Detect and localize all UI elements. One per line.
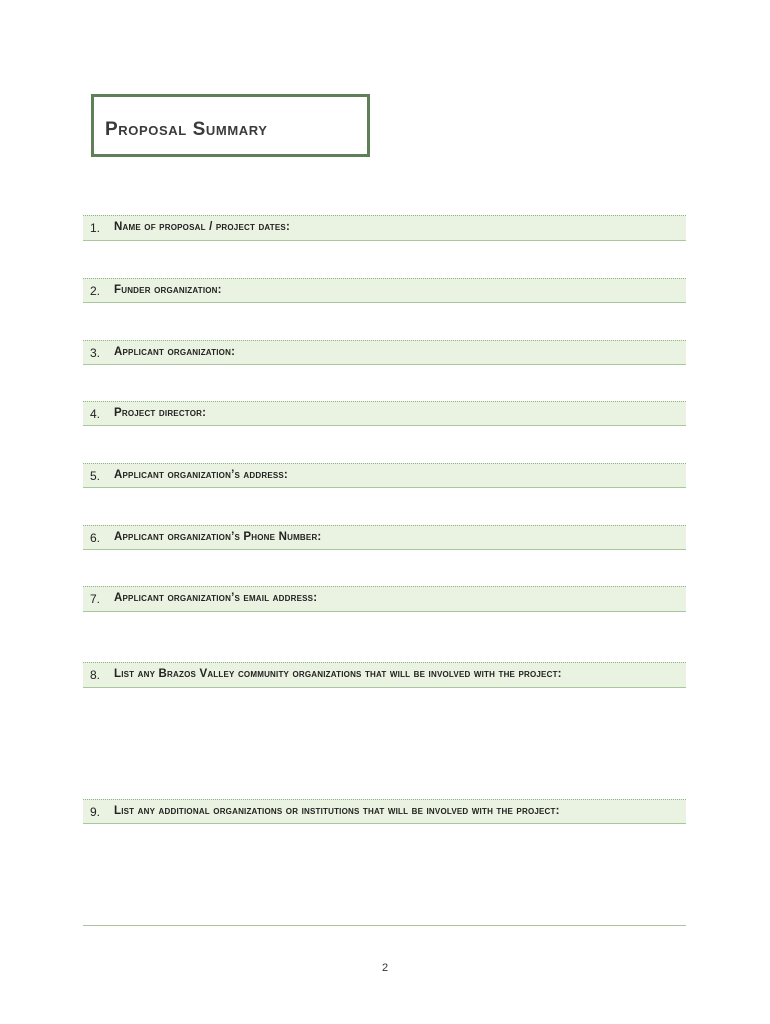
field-row-5[interactable] — [83, 463, 686, 488]
field-row-8[interactable] — [83, 662, 686, 688]
field-number: 8. — [90, 668, 101, 682]
field-number: 4. — [90, 407, 101, 421]
field-label-additional-orgs: List any additional organizations or institutions that will be involved with the project: — [114, 805, 560, 817]
field-label-phone: Applicant organization’s Phone Number: — [114, 531, 322, 543]
field-row-7[interactable] — [83, 586, 686, 612]
field-row-1[interactable] — [83, 215, 686, 241]
bottom-divider — [83, 925, 686, 926]
field-label-funder: Funder organization: — [114, 284, 222, 296]
field-number: 1. — [90, 221, 101, 235]
field-row-3[interactable] — [83, 340, 686, 365]
page-number: 2 — [381, 962, 389, 974]
page-title: Proposal Summary — [105, 119, 268, 140]
field-row-2[interactable] — [83, 278, 686, 303]
field-label-project-director: Project director: — [114, 407, 207, 419]
field-label-email: Applicant organization’s email address: — [114, 592, 318, 604]
field-label-community-orgs: List any Brazos Valley community organizations that will be involved with the project: — [114, 668, 562, 680]
field-label-applicant: Applicant organization: — [114, 346, 236, 358]
title-box — [91, 94, 370, 157]
field-row-6[interactable] — [83, 525, 686, 550]
field-number: 2. — [90, 284, 101, 298]
field-row-9[interactable] — [83, 799, 686, 824]
field-number: 5. — [90, 469, 101, 483]
field-number: 3. — [90, 346, 101, 360]
field-number: 6. — [90, 531, 101, 545]
field-label-address: Applicant organization’s address: — [114, 469, 288, 481]
field-row-4[interactable] — [83, 401, 686, 426]
field-number: 9. — [90, 805, 101, 819]
field-number: 7. — [90, 592, 101, 606]
field-label-proposal-name: Name of proposal / project dates: — [114, 221, 290, 233]
